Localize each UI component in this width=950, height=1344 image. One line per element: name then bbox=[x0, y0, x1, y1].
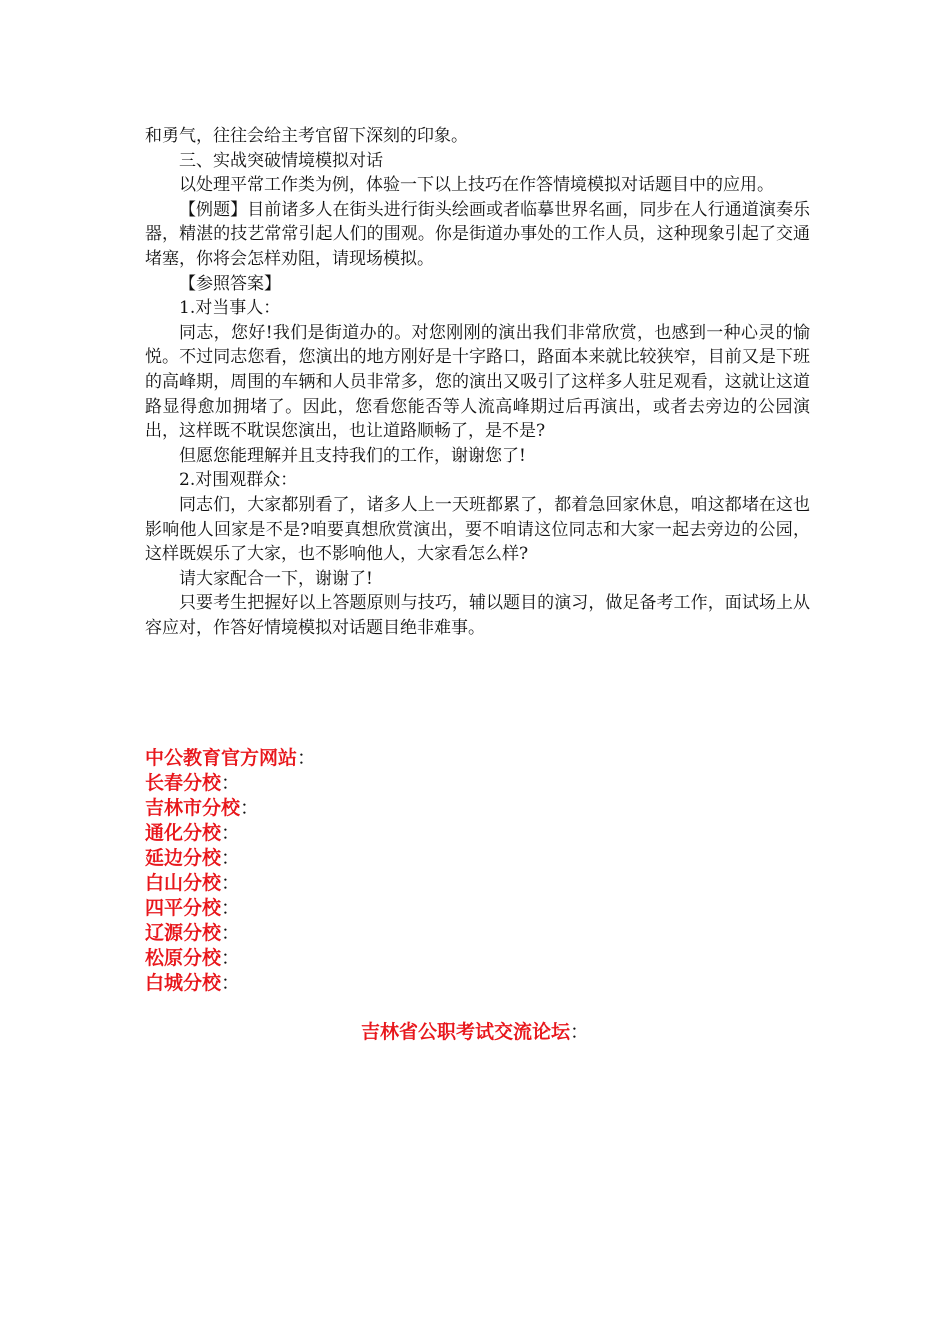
link-colon: ： bbox=[221, 772, 241, 794]
branch-links-list bbox=[145, 746, 316, 996]
link-songyuan-branch[interactable] bbox=[145, 946, 316, 971]
link-label[interactable]: 白城分校 bbox=[145, 972, 222, 994]
link-baicheng-branch[interactable] bbox=[145, 971, 316, 996]
link-label[interactable]: 延边分校 bbox=[145, 847, 222, 869]
link-jilin-city-branch[interactable] bbox=[145, 796, 316, 821]
link-yanbian-branch[interactable] bbox=[145, 846, 316, 871]
link-label[interactable]: 松原分校 bbox=[145, 947, 222, 969]
link-liaoyuan-branch[interactable] bbox=[145, 921, 316, 946]
forum-link[interactable] bbox=[0, 1020, 950, 1045]
link-colon: ： bbox=[221, 897, 241, 919]
link-label[interactable]: 辽源分校 bbox=[145, 922, 222, 944]
answer-heading: 【参照答案】 bbox=[179, 273, 281, 294]
forum-label[interactable]: 吉林省公职考试交流论坛 bbox=[360, 1021, 570, 1043]
link-colon: ： bbox=[221, 972, 241, 994]
answer-part-2-heading: 2.对围观群众： bbox=[179, 470, 298, 491]
article-body bbox=[145, 124, 810, 640]
paragraph-intro: 以处理平常工作类为例，体验一下以上技巧在作答情境模拟对话题目中的应用。 bbox=[179, 175, 774, 196]
link-baishan-branch[interactable] bbox=[145, 871, 316, 896]
link-label[interactable]: 吉林市分校 bbox=[145, 797, 241, 819]
link-label[interactable]: 长春分校 bbox=[145, 772, 222, 794]
link-siping-branch[interactable] bbox=[145, 896, 316, 921]
conclusion-paragraph: 只要考生把握好以上答题原则与技巧，辅以题目的演习，做足备考工作，面试场上从容应对，作答好情境模拟对话题目绝非难事。 bbox=[145, 593, 810, 638]
example-question: 【例题】目前诸多人在街头进行街头绘画或者临摹世界名画，同步在人行通道演奏乐器，精湛的技艺常常引起人们的围观。你是街道办事处的工作人员，这种现象引起了交通堵塞，你将会怎样劝阻，请现场模拟。 bbox=[145, 199, 810, 269]
link-label[interactable]: 中公教育官方网站 bbox=[145, 747, 298, 769]
link-changchun-branch[interactable] bbox=[145, 771, 316, 796]
answer-part-1-closing: 但愿您能理解并且支持我们的工作，谢谢您了! bbox=[179, 445, 526, 466]
answer-part-1-text: 同志，您好!我们是街道办的。对您刚刚的演出我们非常欣赏，也感到一种心灵的愉悦。不过同志您看，您演出的地方刚好是十字路口，路面本来就比较狭窄，目前又是下班的高峰期，周围的车辆和人员非常多，您的演出又吸引了这样多人驻足观看，这就让这道路显得愈加拥堵了。因此，您看您能否等人流高峰期过后再演出，或者去旁边的公园演出，这样既不耽误您演出，也让道路顺畅了，是不是? bbox=[145, 322, 810, 442]
paragraph-continuation: 和勇气，往往会给主考官留下深刻的印象。 bbox=[145, 126, 468, 146]
link-label[interactable]: 白山分校 bbox=[145, 872, 222, 894]
answer-part-1-heading: 1.对当事人： bbox=[179, 298, 281, 319]
link-colon: ： bbox=[297, 747, 317, 769]
section-heading: 三、实战突破情境模拟对话 bbox=[179, 150, 383, 171]
link-label[interactable]: 四平分校 bbox=[145, 897, 222, 919]
link-tonghua-branch[interactable] bbox=[145, 821, 316, 846]
link-label[interactable]: 通化分校 bbox=[145, 822, 222, 844]
link-colon: ： bbox=[221, 872, 241, 894]
link-colon: ： bbox=[240, 797, 260, 819]
forum-colon: ： bbox=[570, 1021, 590, 1043]
link-colon: ： bbox=[221, 847, 241, 869]
link-official-website[interactable] bbox=[145, 746, 316, 771]
link-colon: ： bbox=[221, 922, 241, 944]
link-colon: ： bbox=[221, 947, 241, 969]
answer-part-2-closing: 请大家配合一下，谢谢了! bbox=[179, 568, 373, 589]
link-colon: ： bbox=[221, 822, 241, 844]
answer-part-2-text: 同志们，大家都别看了，诸多人上一天班都累了，都着急回家休息，咱这都堵在这也影响他人回家是不是?咱要真想欣赏演出，要不咱请这位同志和大家一起去旁边的公园，这样既娱乐了大家，也不影响他人，大家看怎么样? bbox=[145, 494, 810, 565]
